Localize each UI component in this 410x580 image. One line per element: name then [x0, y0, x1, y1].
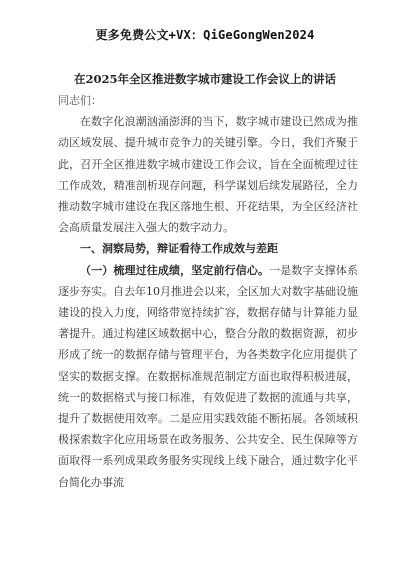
section-heading: 一、洞察局势，辩证看待工作成效与差距: [80, 242, 278, 256]
document-title: 在2025年全区推进数字城市建设工作会议上的讲话: [73, 72, 336, 86]
subsection-paragraph: [58, 260, 358, 493]
watermark-text: 更多免费公文+VX：QiGeGongWen2024: [95, 28, 315, 42]
intro-paragraph: 在数字化浪潮汹涌澎湃的当下，数字城市建设已然成为推动区域发展、提升城市竞争力的关键引擎。今日，我们齐聚于此，召开全区推进数字城市建设工作会议，旨在全面梳理过往工作成效，精准剖析现存问题，科学谋划后续发展路径，全力推动数字城市建设在我区落地生根、开花结果，为全区经济社会高质量发展注入强大的数字动力。: [58, 115, 358, 235]
document-body: [58, 90, 358, 493]
subsection-heading: （一）梳理过往成绩，坚定前行信心。: [80, 263, 270, 277]
subsection-text: 一是数字支撑体系逐步夯实。自去年10月推进会以来，全区加大对数字基础设施建设的投入力度，网络带宽持续扩容，数据存储与计算能力显著提升。通过构建区域数据中心，整合分散的数据资源，初步形成了统一的数据存储与管理平台，为各类数字化应用提供了坚实的数据支撑。在数据标准规范制定方面也取得积极进展，统一的数据格式与接口标准，有效促进了数据的流通与共享，提升了数据使用效率。二是应用实践效能不断拓展。各领域积极探索数字化应用场景在政务服务、公共安全、民生保障等方面取得一系列成果政务服务实现线上线下融合，通过数字化平台简化办事流: [58, 263, 358, 489]
salutation: 同志们：: [58, 94, 102, 107]
